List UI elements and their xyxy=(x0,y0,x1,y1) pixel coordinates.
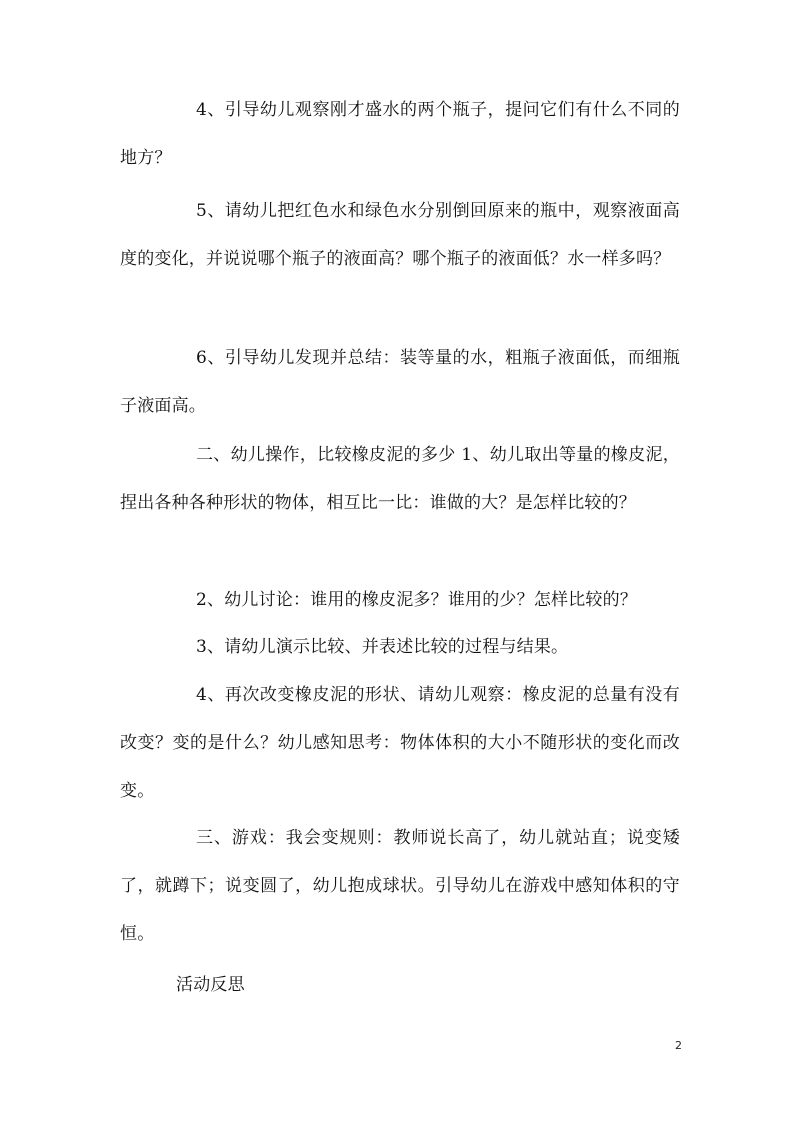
paragraph-change-shape: 4、再次改变橡皮泥的形状、请幼儿观察：橡皮泥的总量有没有改变？变的是什么？幼儿感知思考：物体体积的大小不随形状的变化而改变。 xyxy=(120,685,680,801)
paragraph-clay-discussion: 2、幼儿讨论：谁用的橡皮泥多？谁用的少？怎样比较的？ xyxy=(196,590,638,610)
page-number: 2 xyxy=(675,1039,682,1052)
paragraph-pour-water-back: 5、请幼儿把红色水和绿色水分别倒回原来的瓶中，观察液面高度的变化，并说说哪个瓶子的液面高？哪个瓶子的液面低？水一样多吗？ xyxy=(120,201,680,269)
paragraph-observe-bottles: 4、引导幼儿观察刚才盛水的两个瓶子，提问它们有什么不同的地方？ xyxy=(120,100,680,168)
paragraph-game-rules: 三、游戏：我会变规则：教师说长高了，幼儿就站直；说变矮了，就蹲下；说变圆了，幼儿抱成球状。引导幼儿在游戏中感知体积的守恒。 xyxy=(120,828,680,944)
activity-reflection-heading: 活动反思 xyxy=(176,975,245,995)
paragraph-clay-operation: 二、幼儿操作，比较橡皮泥的多少 1、幼儿取出等量的橡皮泥，捏出各种各种形状的物体，相互比一比：谁做的大？是怎样比较的？ xyxy=(120,445,680,513)
paragraph-demonstration: 3、请幼儿演示比较、并表述比较的过程与结果。 xyxy=(196,637,569,657)
paragraph-summary-water-level: 6、引导幼儿发现并总结：装等量的水，粗瓶子液面低，而细瓶子液面高。 xyxy=(120,348,680,416)
